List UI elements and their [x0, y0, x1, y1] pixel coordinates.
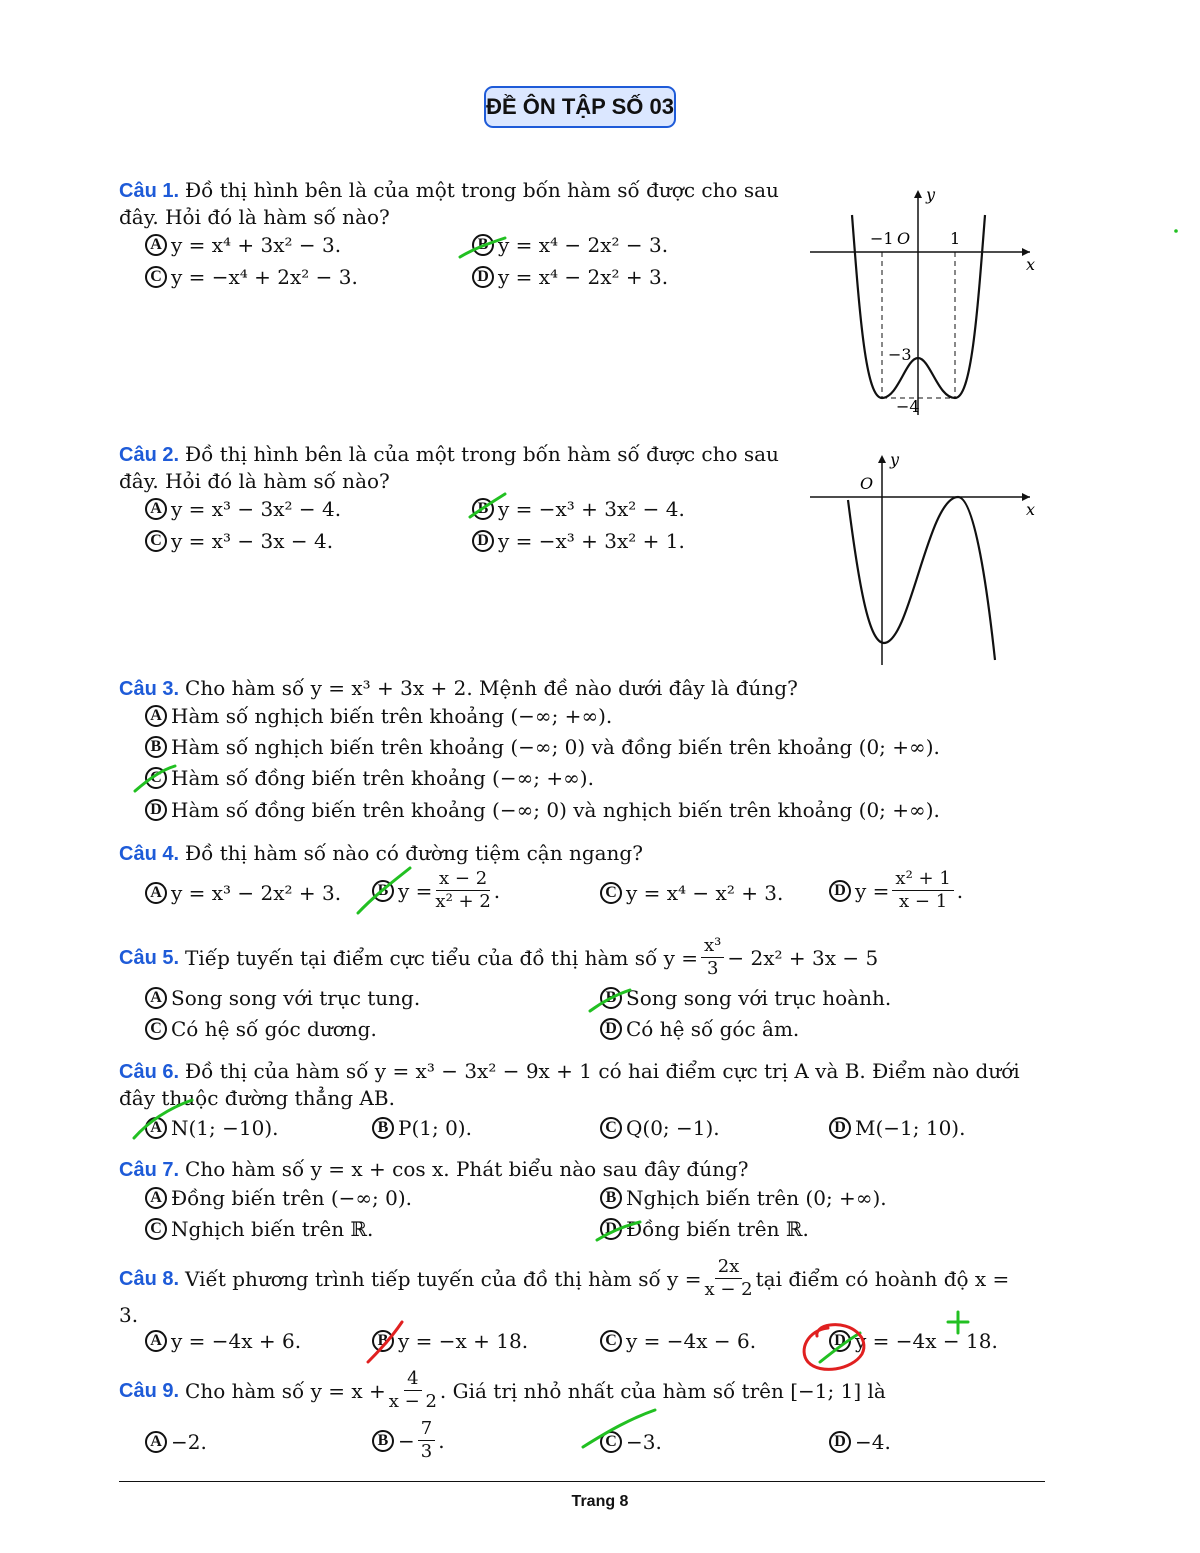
- tick-label: −3: [888, 345, 912, 364]
- option-letter-d: D: [829, 1431, 851, 1453]
- option-text: y = −x³ + 3x² − 4.: [498, 497, 685, 521]
- option-letter-b: B: [372, 1330, 394, 1352]
- option-letter-d: D: [829, 880, 851, 902]
- check-mark: [134, 1100, 192, 1138]
- x-label: x: [1026, 255, 1036, 274]
- page-number: Trang 8: [571, 1493, 629, 1510]
- option-text: Song song với trục hoành.: [626, 986, 892, 1010]
- option-text: y = −x³ + 3x² + 1.: [498, 529, 685, 553]
- dot-mark: [1174, 229, 1178, 233]
- option-text: y = x³ − 3x² − 4.: [171, 497, 342, 521]
- answer-circle: [804, 1325, 864, 1370]
- check-mark: [590, 990, 630, 1011]
- denominator: x − 2: [704, 1279, 753, 1300]
- option-9b[interactable]: B − $\frac{7}{3}$ .: [372, 1418, 445, 1463]
- question-text: Cho hàm số y = x +: [185, 1378, 386, 1403]
- option-letter-d: D: [829, 1330, 851, 1352]
- question-text: Đồ thị hàm số nào có đường tiệm cận ngang?: [185, 841, 643, 865]
- option-letter-b: B: [372, 1117, 394, 1139]
- question-text: − 2x² + 3x − 5: [727, 945, 879, 970]
- option-letter-b: B: [600, 1187, 622, 1209]
- option-text: Nghịch biến trên (0; +∞).: [626, 1186, 887, 1210]
- question-text: Tiếp tuyến tại điểm cực tiểu của đồ thị hàm số y =: [185, 945, 698, 970]
- check-mark: [820, 1333, 860, 1362]
- option-text: Hàm số nghịch biến trên khoảng (−∞; 0) và đồng biến trên khoảng (0; +∞).: [171, 735, 940, 759]
- option-letter-a: A: [145, 1431, 167, 1453]
- question-text: Viết phương trình tiếp tuyến của đồ thị hàm số y =: [185, 1266, 702, 1291]
- option-letter-a: A: [145, 498, 167, 520]
- option-text: Có hệ số góc âm.: [626, 1017, 800, 1041]
- question-8-continued: 3.: [119, 1303, 139, 1327]
- option-letter-d: D: [600, 1218, 622, 1240]
- option-text: y = x⁴ − x² + 3.: [626, 881, 784, 905]
- option-letter-a: A: [145, 1117, 167, 1139]
- denominator: 3: [706, 958, 719, 979]
- x-label: x: [1026, 500, 1036, 519]
- question-label: Câu 9.: [119, 1379, 180, 1402]
- option-letter-c: C: [145, 1018, 167, 1040]
- check-mark: [597, 1222, 640, 1240]
- option-letter-c: C: [145, 266, 167, 288]
- option-text: −2.: [171, 1430, 207, 1454]
- option-text: y =: [855, 878, 890, 903]
- option-text: −3.: [626, 1430, 662, 1454]
- question-text: tại điểm có hoành độ x =: [755, 1266, 1010, 1291]
- option-text: Hàm số đồng biến trên khoảng (−∞; 0) và nghịch biến trên khoảng (0; +∞).: [171, 798, 940, 822]
- option-letter-b: B: [372, 880, 394, 902]
- option-letter-a: A: [145, 1187, 167, 1209]
- tick-label: O: [897, 229, 911, 248]
- option-letter-c: C: [600, 1431, 622, 1453]
- check-mark: [460, 238, 505, 257]
- y-label: y: [890, 450, 900, 469]
- question-label: Câu 6.: [119, 1061, 180, 1083]
- option-text: Hàm số nghịch biến trên khoảng (−∞; +∞).: [171, 704, 613, 728]
- origin-label: O: [860, 474, 874, 493]
- option-letter-d: D: [472, 266, 494, 288]
- option-letter-d: D: [600, 1018, 622, 1040]
- option-text: y = −4x − 18.: [855, 1329, 998, 1353]
- numerator: 4: [404, 1368, 421, 1391]
- numerator: x² + 1: [892, 868, 953, 891]
- option-letter-a: A: [145, 882, 167, 904]
- numerator: 7: [418, 1418, 435, 1441]
- wrong-mark: [368, 1322, 402, 1362]
- option-text: y = x⁴ − 2x² − 3.: [498, 233, 669, 257]
- question-label: Câu 2.: [119, 444, 180, 466]
- question-label: Câu 7.: [119, 1159, 180, 1181]
- check-mark: [358, 868, 410, 913]
- option-text: y = x⁴ + 3x² − 3.: [171, 233, 342, 257]
- check-mark: [470, 494, 505, 517]
- denominator: x² + 2: [435, 891, 491, 912]
- option-text: −: [398, 1428, 415, 1453]
- question-text: Cho hàm số y = x + cos x. Phát biểu nào sau đây đúng?: [185, 1157, 749, 1181]
- option-text: P(1; 0).: [398, 1116, 472, 1140]
- check-mark: [135, 766, 175, 791]
- option-text: Hàm số đồng biến trên khoảng (−∞; +∞).: [171, 766, 594, 790]
- tick-label: −1: [870, 229, 894, 248]
- option-text: −4.: [855, 1430, 891, 1454]
- option-text: Song song với trục tung.: [171, 986, 421, 1010]
- option-text: y = x³ − 3x − 4.: [171, 529, 334, 553]
- numerator: 2x: [715, 1256, 743, 1279]
- option-text: M(−1; 10).: [855, 1116, 966, 1140]
- denominator: x − 2: [388, 1391, 437, 1412]
- option-4b[interactable]: B y = $\frac{x - 2}{\text{x² + 2}}$ .: [372, 868, 500, 913]
- option-letter-d: D: [145, 799, 167, 821]
- option-text: y = −4x + 6.: [171, 1329, 302, 1353]
- option-letter-c: C: [600, 1330, 622, 1352]
- question-label: Câu 3.: [119, 678, 180, 700]
- denominator: x − 1: [899, 891, 948, 912]
- plus-mark: [948, 1312, 968, 1333]
- option-letter-a: A: [145, 705, 167, 727]
- page-title: ĐỀ ÔN TẬP SỐ 03: [484, 86, 676, 128]
- option-text: y = −4x − 6.: [626, 1329, 757, 1353]
- option-text: Đồng biến trên (−∞; 0).: [171, 1186, 413, 1210]
- option-letter-a: A: [145, 1330, 167, 1352]
- question-label: Câu 8.: [119, 1267, 180, 1290]
- option-text: Đồng biến trên ℝ.: [626, 1217, 809, 1241]
- option-letter-c: C: [600, 1117, 622, 1139]
- option-letter-c: C: [145, 1218, 167, 1240]
- option-text: Nghịch biến trên ℝ.: [171, 1217, 374, 1241]
- option-letter-d: D: [472, 530, 494, 552]
- option-letter-c: C: [145, 767, 167, 789]
- option-letter-c: C: [145, 530, 167, 552]
- question-label: Câu 1.: [119, 180, 180, 202]
- tick-label: −4: [896, 397, 920, 416]
- option-text: Có hệ số góc dương.: [171, 1017, 377, 1041]
- question-text: Đồ thị hình bên là của một trong bốn hàm số được cho sau đây. Hỏi đó là hàm số nào?: [119, 178, 779, 229]
- question-text: . Giá trị nhỏ nhất của hàm số trên [−1; 1] là: [439, 1378, 886, 1403]
- option-text: y = x³ − 2x² + 3.: [171, 881, 342, 905]
- numerator: x − 2: [436, 868, 490, 891]
- question-label: Câu 5.: [119, 946, 180, 969]
- y-label: y: [926, 185, 936, 204]
- question-text: Cho hàm số y = x³ + 3x + 2. Mệnh đề nào dưới đây là đúng?: [185, 676, 798, 700]
- option-text: y = −x⁴ + 2x² − 3.: [171, 265, 358, 289]
- option-text: Q(0; −1).: [626, 1116, 720, 1140]
- option-letter-b: B: [472, 498, 494, 520]
- option-text: N(1; −10).: [171, 1116, 279, 1140]
- option-letter-b: B: [372, 1430, 394, 1452]
- numerator: x³: [701, 935, 724, 958]
- question-text: Đồ thị hình bên là của một trong bốn hàm số được cho sau đây. Hỏi đó là hàm số nào?: [119, 442, 779, 493]
- question-label: Câu 4.: [119, 843, 180, 865]
- option-letter-b: B: [145, 736, 167, 758]
- option-4d[interactable]: D y = $\frac{\text{x² + 1}}{x - 1}$ .: [829, 868, 963, 913]
- option-letter-a: A: [145, 987, 167, 1009]
- option-letter-b: B: [600, 987, 622, 1009]
- option-letter-d: D: [829, 1117, 851, 1139]
- tick-label: 1: [950, 229, 961, 248]
- footer-divider: [119, 1481, 1045, 1482]
- option-text: y = x⁴ − 2x² + 3.: [498, 265, 669, 289]
- denominator: 3: [420, 1441, 433, 1462]
- option-letter-c: C: [600, 882, 622, 904]
- option-letter-a: A: [145, 234, 167, 256]
- option-letter-b: B: [472, 234, 494, 256]
- question-text: Đồ thị của hàm số y = x³ − 3x² − 9x + 1 có hai điểm cực trị A và B. Điểm nào dưới đây thuộc đường thẳng AB.: [119, 1059, 1020, 1110]
- option-text: y =: [398, 878, 433, 903]
- check-mark: [583, 1410, 655, 1447]
- option-text: y = −x + 18.: [398, 1329, 529, 1353]
